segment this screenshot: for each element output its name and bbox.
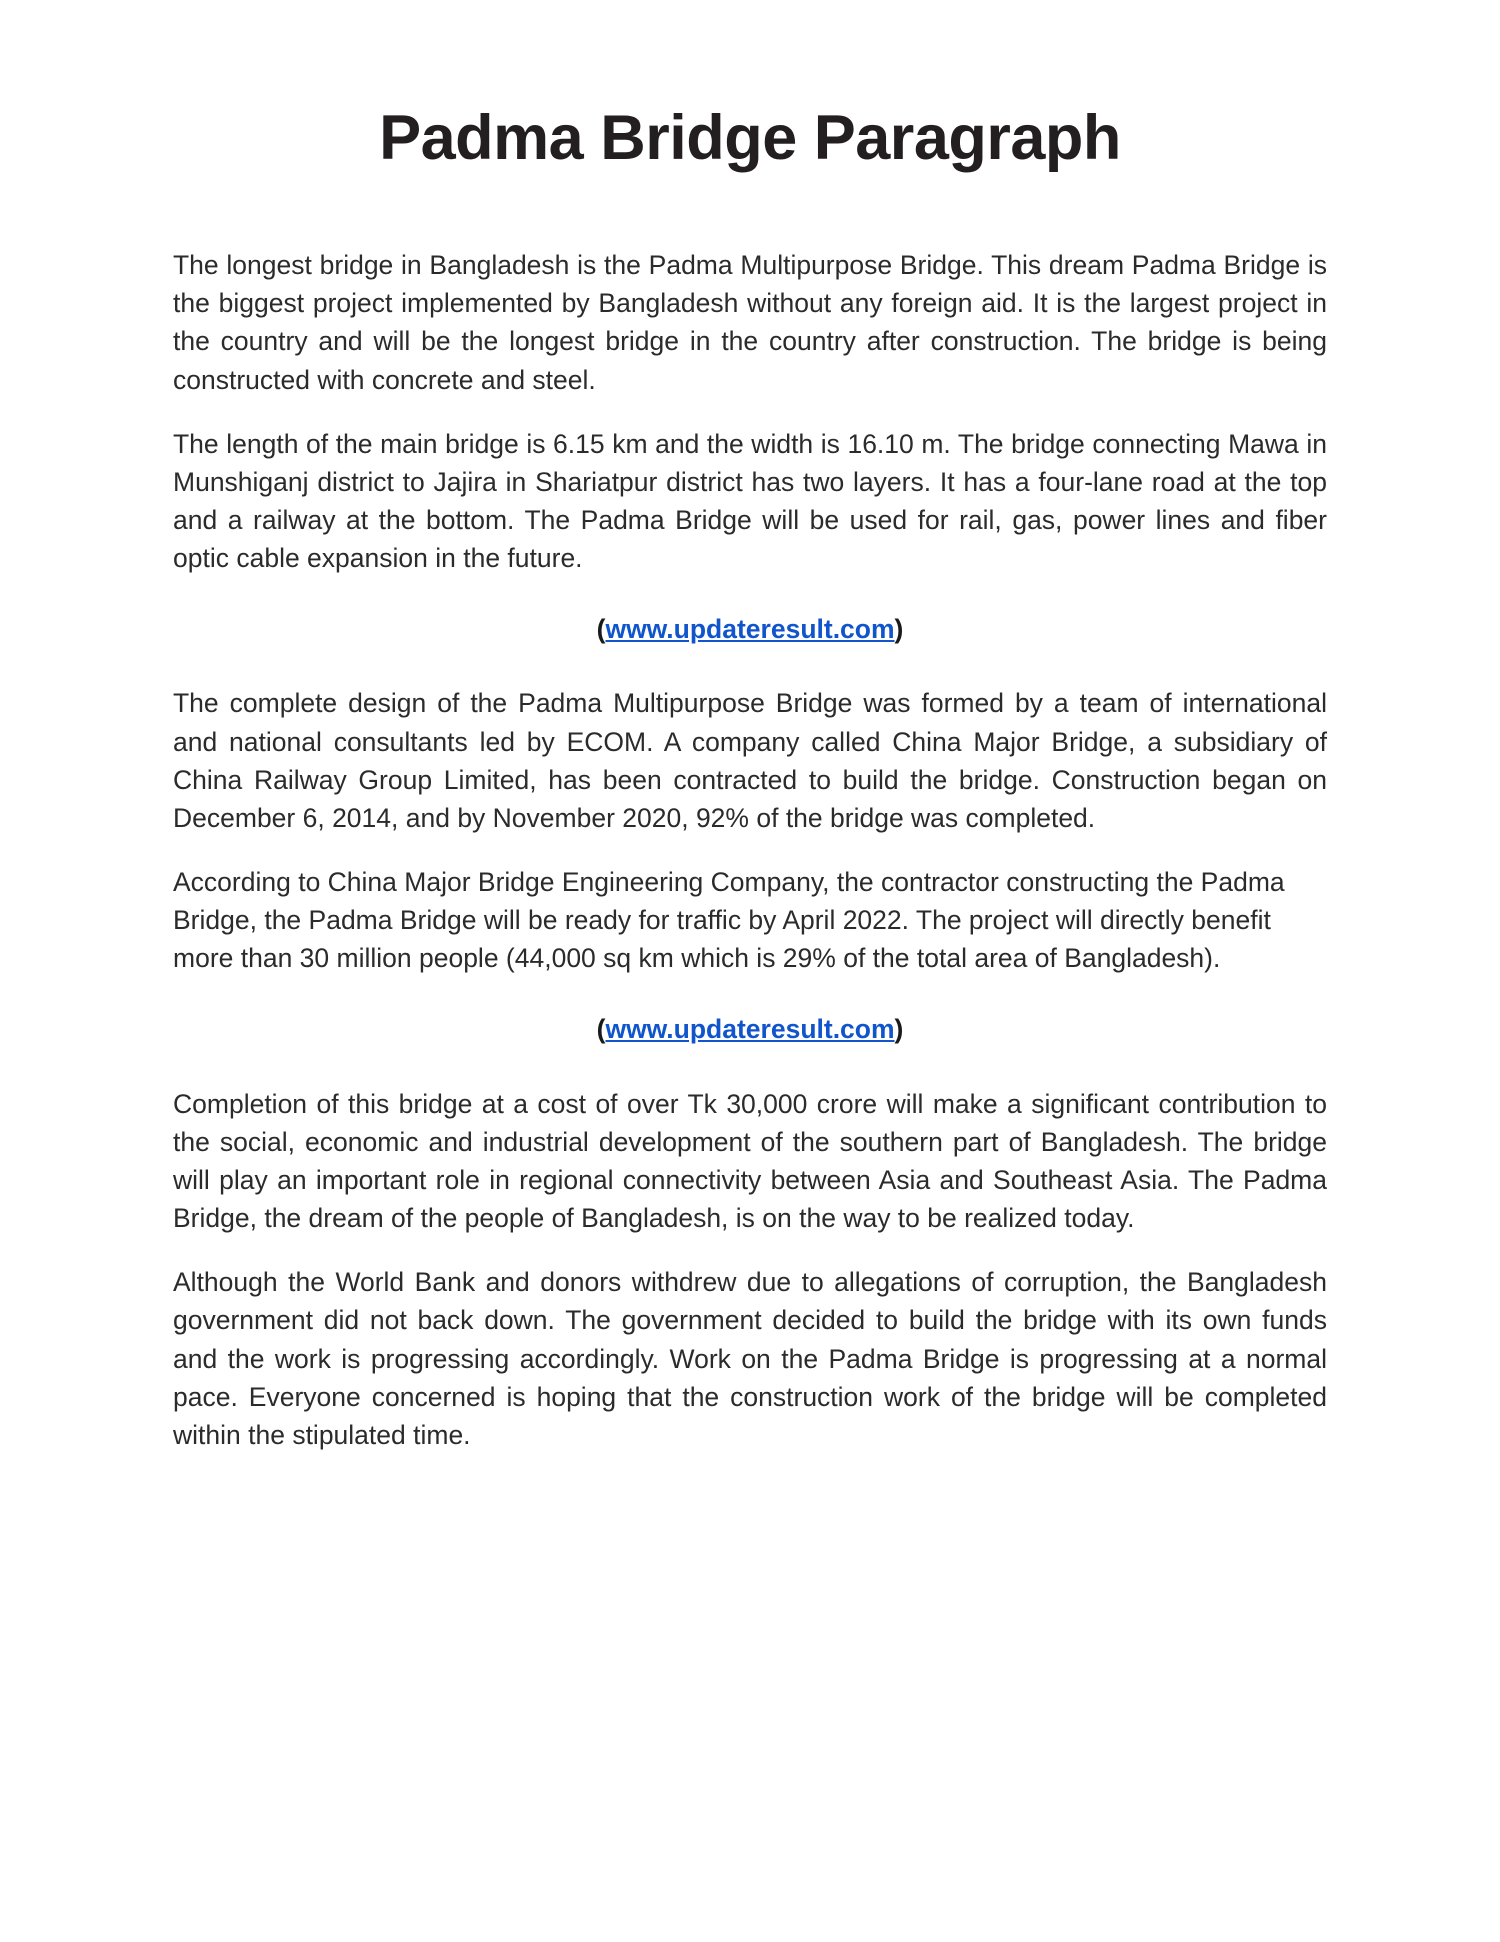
page-title: Padma Bridge Paragraph xyxy=(379,103,1121,173)
document-body xyxy=(173,246,1327,1454)
paragraph-1: The longest bridge in Bangladesh is the Padma Multipurpose Bridge. This dream Padma Bridge is the biggest project implemented by Bangladesh without any foreign aid. It is the largest project in the country and will be the longest bridge in the country after construction. The bridge is being constructed with concrete and steel. xyxy=(173,250,1327,395)
paragraph-6: Although the World Bank and donors withdrew due to allegations of corruption, the Bangladesh government did not back down. The government decided to build the bridge with its own funds and the work is progressing accordingly. Work on the Padma Bridge is progressing at a normal pace. Everyone concerned is hoping that the construction work of the bridge will be completed within the stipulated time. xyxy=(173,1267,1327,1450)
paragraph-5: Completion of this bridge at a cost of over Tk 30,000 crore will make a significant contribution to the social, economic and industrial development of the southern part of Bangladesh. The bridge will play an important role in regional connectivity between Asia and Southeast Asia. The Padma Bridge, the dream of the people of Bangladesh, is on the way to be realized today. xyxy=(173,1088,1327,1234)
open-paren-2: ( xyxy=(596,1014,606,1045)
paragraph-3: The complete design of the Padma Multipurpose Bridge was formed by a team of international and national consultants led by ECOM. A company called China Major Bridge, a subsidiary of China Railway Group Limited, has been contracted to build the bridge. Construction began on December 6, 2014, and by November 2020, 92% of the bridge was completed. xyxy=(173,688,1327,833)
close-paren-1: ) xyxy=(894,614,904,645)
source-link-line-1 xyxy=(173,611,1327,648)
open-paren-1: ( xyxy=(596,614,606,645)
close-paren-2: ) xyxy=(894,1014,904,1045)
paragraph-2: The length of the main bridge is 6.15 km and the width is 16.10 m. The bridge connecting Mawa in Munshiganj district to Jajira in Shariatpur district has two layers. It has a four-lane road at the top and a railway at the bottom. The Padma Bridge will be used for rail, gas, power lines and fiber optic cable expansion in the future. xyxy=(173,428,1327,574)
paragraph-4: According to China Major Bridge Engineering Company, the contractor constructing the Padma Bridge, the Padma Bridge will be ready for traffic by April 2022. The project will directly benefit more than 30 million people (44,000 sq km which is 29% of the total area of Bangladesh). xyxy=(173,867,1285,974)
updateresult-link-1[interactable]: www.updateresult.com xyxy=(605,614,895,645)
source-link-line-2 xyxy=(173,1011,1327,1048)
updateresult-link-2[interactable]: www.updateresult.com xyxy=(605,1014,895,1045)
